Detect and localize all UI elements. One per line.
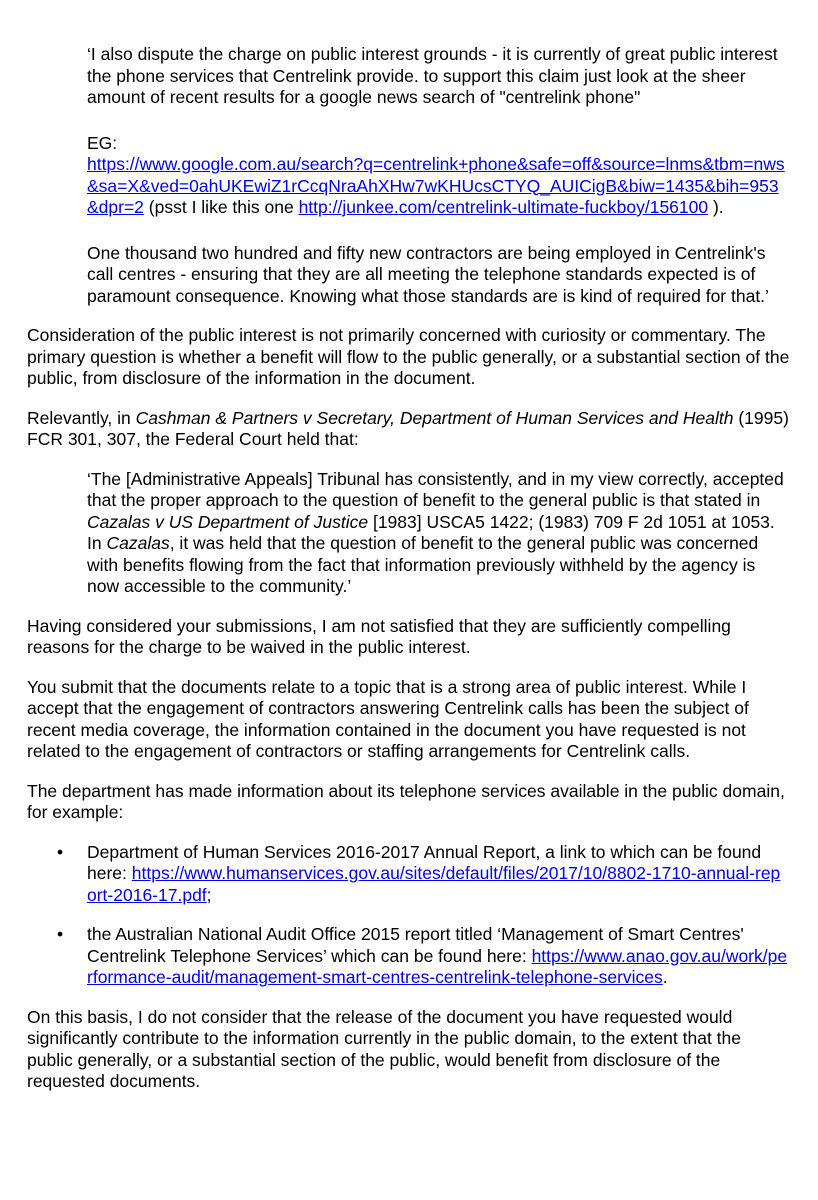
- quote-text: One thousand two hundred and fifty new contractors are being employed in Centrelink's call centres - ensuring that they are all meeting the telephone standards expected is of paramount consequence. Knowing what those standards are is kind of required for that.’: [87, 242, 769, 306]
- quote-paragraph-example-links: [27, 133, 790, 219]
- list-item-text: Department of Human Services 2016-2017 Annual Report, a link to which can be found here:: [87, 841, 762, 883]
- paragraph-text: Relevantly, in: [27, 407, 136, 428]
- aside-close-text: ).: [708, 197, 724, 217]
- quote-paragraph-public-interest: [27, 44, 790, 109]
- paragraph-text: On this basis, I do not consider that the release of the document you have requested would significantly contribute to the information currently in the public domain, to the extent that the public generally, or a substantial section of the public, would benefit from disclosure of the requested documents.: [27, 1006, 742, 1091]
- paragraph-consideration: [27, 325, 790, 390]
- quote-paragraph-tribunal: [27, 469, 790, 598]
- aside-text: (psst I like this one: [143, 197, 299, 217]
- list-item-punct: ;: [206, 884, 212, 905]
- annual-report-link[interactable]: https://www.humanservices.gov.au/sites/default/files/2017/10/8802-1710-annual-report-2016-17.pdf: [87, 863, 781, 905]
- list-item: [27, 924, 790, 989]
- paragraph-text: (1995) FCR 301, 307, the Federal Court held that:: [27, 407, 789, 449]
- quote-text: ‘I also dispute the charge on public interest grounds - it is currently of great public interest the phone services that Centrelink provide. to support this claim just look at the sheer amount of recent results for a google news search of "centrelink phone": [87, 44, 778, 107]
- junkee-article-link[interactable]: http://junkee.com/centrelink-ultimate-fuckboy/156100: [298, 197, 709, 217]
- paragraph-text: The department has made information about its telephone services available in the public domain, for example:: [27, 780, 785, 822]
- paragraph-text: You submit that the documents relate to a topic that is a strong area of public interest. While I accept that the engagement of contractors answering Centrelink calls has been the subject of recent media coverage, the information contained in the document you have requested is not related to the engagement of contractors or staffing arrangements for Centrelink calls.: [27, 676, 749, 761]
- quote-text: [1983] USCA5 1422; (1983) 709 F 2d 1051 at 1053. In: [87, 511, 775, 553]
- quote-paragraph-contractors: [27, 243, 790, 308]
- case-citation: Cashman & Partners v Secretary, Department of Human Services and Health: [135, 407, 734, 428]
- paragraph-submission: [27, 677, 790, 763]
- paragraph-not-satisfied: [27, 616, 790, 659]
- google-search-link[interactable]: https://www.google.com.au/search?q=centrelink+phone&safe=off&source=lnms&tbm=nws&sa=X&ved=0ahUKEwiZ1rCcqNraAhXHw7wKHUcsCTYQ_AUICigB&biw=1435&bih=953&dpr=2: [87, 154, 785, 217]
- list-item-punct: .: [662, 967, 668, 987]
- list-item-text: the Australian National Audit Office 2015 report titled ‘Management of Smart Centres' Centrelink Telephone Services’ which can be found here:: [87, 924, 744, 966]
- bullet-icon: •: [57, 924, 64, 944]
- paragraph-department-info: [27, 781, 790, 824]
- paragraph-relevantly: [27, 408, 790, 451]
- quote-text: ‘The [Administrative Appeals] Tribunal has consistently, and in my view correctly, accepted that the proper approach to the question of benefit to the general public is that stated in: [87, 468, 784, 510]
- list-item: [27, 842, 790, 907]
- case-citation: Cazalas: [106, 533, 170, 553]
- example-label: EG:: [87, 132, 118, 153]
- paragraph-conclusion: [27, 1007, 790, 1093]
- anao-report-link[interactable]: https://www.anao.gov.au/work/performance-audit/management-smart-centres-centrelink-telephone-services: [87, 945, 788, 987]
- quote-text: , it was held that the question of benefit to the general public was concerned with benefits flowing from the fact that information previously withheld by the agency is now accessible to the community.’: [87, 533, 759, 596]
- bullet-icon: •: [57, 841, 64, 862]
- case-citation: Cazalas v US Department of Justice: [87, 511, 369, 532]
- paragraph-text: Consideration of the public interest is not primarily concerned with curiosity or commentary. The primary question is whether a benefit will flow to the public generally, or a substantial section of the public, from disclosure of the information in the document.: [27, 325, 790, 388]
- reference-list: [27, 842, 790, 989]
- paragraph-text: Having considered your submissions, I am not satisfied that they are sufficiently compelling reasons for the charge to be waived in the public interest.: [27, 615, 731, 657]
